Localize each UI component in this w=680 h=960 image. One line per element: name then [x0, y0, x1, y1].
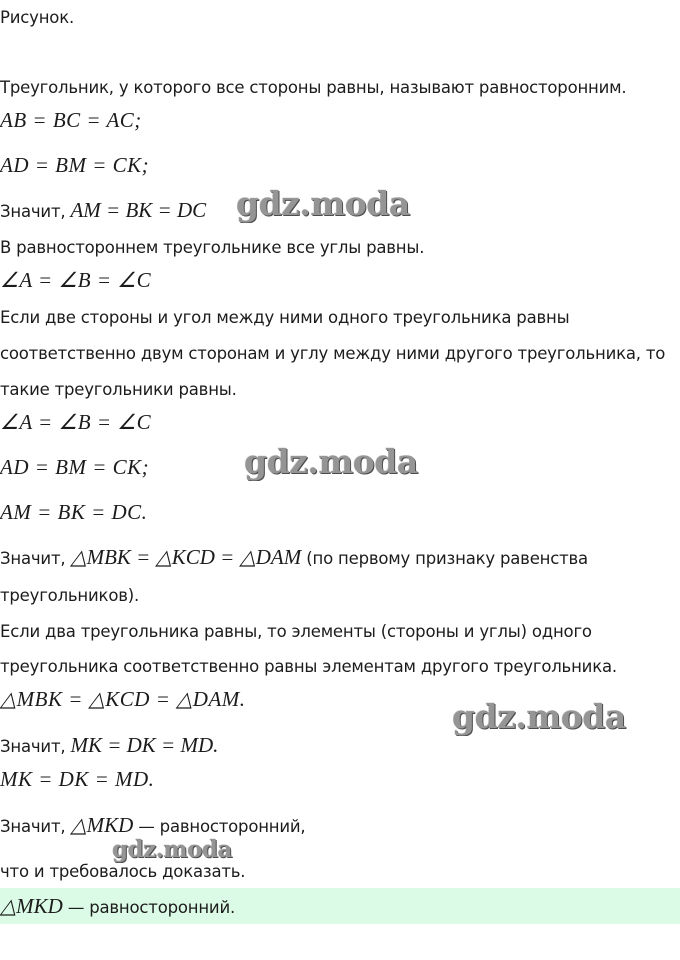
text-prefix: Значит,	[0, 737, 71, 756]
text-line: соответственно двум сторонам и углу между ними другого треугольника, то	[0, 344, 666, 363]
text-line: Если две стороны и угол между ними одного треугольника равны	[0, 308, 570, 327]
math-line: ∠A = ∠B = ∠C	[0, 268, 152, 292]
math-inline: △MKD	[0, 894, 63, 918]
math-line: AD = BM = CK;	[0, 153, 150, 177]
math-inline: △MBK = △KCD = △DAM	[70, 545, 302, 569]
text-prefix: Значит,	[0, 202, 71, 221]
math-line: △MBK = △KCD = △DAM.	[0, 687, 246, 711]
text-line: Если два треугольника равны, то элементы (стороны и углы) одного	[0, 622, 592, 641]
math-line: AD = BM = CK;	[0, 455, 150, 479]
text-line	[0, 813, 305, 838]
math-line: MK = DK = MD.	[0, 767, 155, 791]
math-inline: △MKD	[70, 813, 134, 837]
text-suffix: — равносторонний,	[133, 817, 306, 836]
answer-text: — равносторонний.	[62, 898, 236, 917]
watermark-logo: gdz.moda	[452, 697, 626, 736]
answer-box	[0, 888, 680, 924]
math-line: ∠A = ∠B = ∠C	[0, 410, 152, 434]
text-line	[0, 198, 206, 223]
math-line: AB = BC = AC;	[0, 108, 142, 132]
text-line: Рисунок.	[0, 8, 75, 27]
watermark-logo: gdz.moda	[236, 184, 410, 223]
math-inline: AM = BK = DC	[70, 198, 207, 222]
text-line	[0, 733, 218, 758]
answer-line	[0, 894, 235, 919]
text-line: треугольника соответственно равны элементам другого треугольника.	[0, 657, 617, 676]
math-inline: MK = DK = MD.	[70, 733, 219, 757]
text-prefix: Значит,	[0, 817, 71, 836]
text-line: что и требовалось доказать.	[0, 862, 246, 881]
text-prefix: Значит,	[0, 549, 71, 568]
watermark-logo: gdz.moda	[244, 442, 418, 481]
text-suffix: (по первому признаку равенства	[301, 549, 588, 568]
text-line: В равностороннем треугольнике все углы равны.	[0, 238, 425, 257]
text-line: Треугольник, у которого все стороны равны, называют равносторонним.	[0, 78, 627, 97]
watermark-logo: gdz.moda	[112, 836, 232, 863]
text-line	[0, 545, 588, 570]
text-line: такие треугольники равны.	[0, 380, 237, 399]
text-line: треугольников).	[0, 586, 140, 605]
math-line: AM = BK = DC.	[0, 500, 148, 524]
